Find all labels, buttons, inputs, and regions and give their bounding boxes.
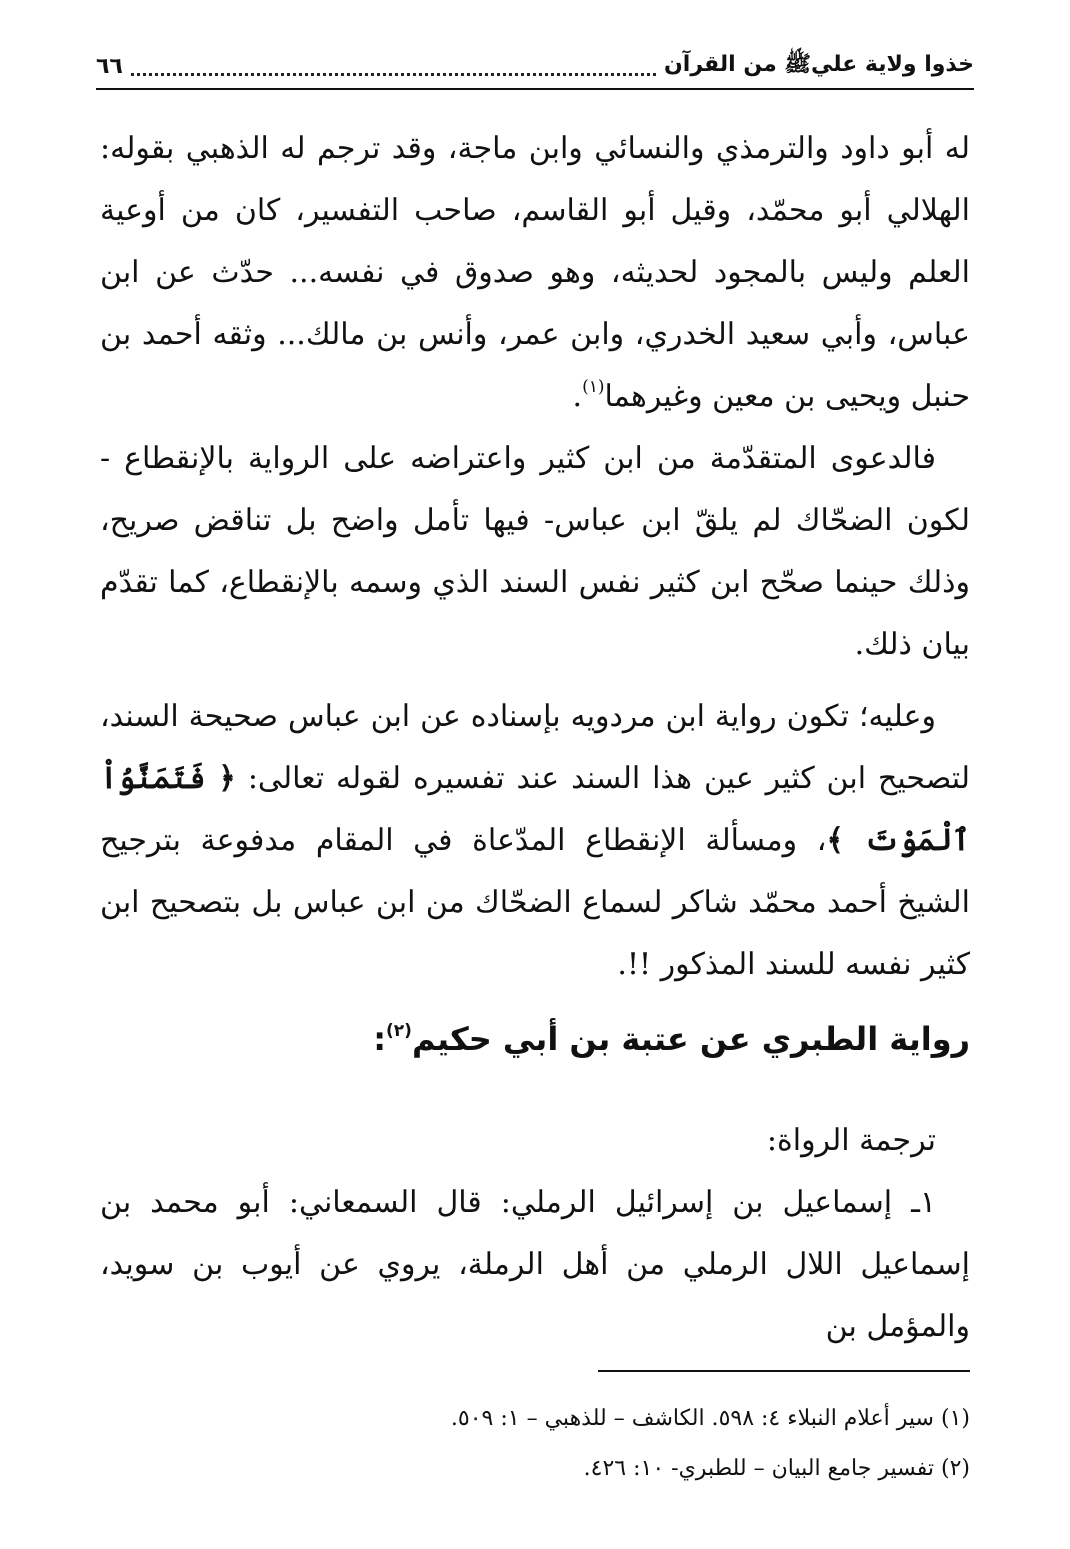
- paragraph-1-end: .: [572, 379, 583, 414]
- footnotes: [100, 1394, 970, 1494]
- section-heading-colon: :: [373, 1020, 386, 1058]
- footnote-ref-1: (١): [582, 377, 605, 397]
- footnote-2: (٢) تفسير جامع البيان – للطبري- ١٠: ٤٢٦.: [583, 1456, 970, 1481]
- footnote-rule: [598, 1370, 970, 1372]
- header-rule: [96, 88, 974, 90]
- body-text: [100, 118, 970, 1358]
- page-number: ٦٦: [96, 53, 123, 79]
- paragraph-3-text-a: وعليه؛ تكون رواية ابن مردويه بإسناده عن ابن عباس صحيحة السند، لتصحيح ابن كثير عين هذا السند عند تفسيره لقوله تعالى:: [100, 699, 970, 796]
- section-heading: [100, 1002, 970, 1076]
- paragraph-3: [100, 686, 970, 996]
- running-header: [96, 46, 974, 86]
- running-title: خذوا ولاية علي‏ﷺ من القرآن: [664, 52, 974, 77]
- paragraph-3-text-b: ، ومسألة الإنقطاع المدّعاة في المقام مدفوعة بترجيح الشيخ أحمد محمّد شاكر لسماع الضحّاك من ابن عباس بل بتصحيح ابن كثير نفسه للسند المذكور !!.: [100, 823, 970, 982]
- quran-quote: ﴿ فَتَمَنَّوُاْ ٱلْمَوْتَ ﴾: [100, 761, 970, 858]
- paragraph-4: ١ـ إسماعيل بن إسرائيل الرملي: قال السمعاني: أبو محمد بن إسماعيل اللال الرملي من أهل الرملة، يروي عن أيوب بن سويد، والمؤمل بن: [100, 1185, 970, 1344]
- footnote-ref-2: (٢): [386, 1021, 412, 1041]
- narrators-subheading: ترجمة الرواة:: [766, 1123, 936, 1158]
- section-heading-text: رواية الطبري عن عتبة بن أبي حكيم: [411, 1020, 970, 1058]
- paragraph-2: فالدعوى المتقدّمة من ابن كثير واعتراضه على الرواية بالإنقطاع - لكون الضحّاك لم يلقّ ابن عباس- فيها تأمل واضح بل تناقض صريح، وذلك حينما صحّح ابن كثير نفس السند الذي وسمه بالإنقطاع، كما تقدّم بيان ذلك.: [100, 441, 970, 662]
- dot-leader: [131, 73, 656, 76]
- footnote-1: (١) سير أعلام النبلاء ٤: ٥٩٨. الكاشف – للذهبي – ١: ٥٠٩.: [450, 1406, 970, 1431]
- paragraph-1-text: له أبو داود والترمذي والنسائي وابن ماجة، وقد ترجم له الذهبي بقوله: الهلالي أبو محمّد، وقيل أبو القاسم، صاحب التفسير، كان من أوعية العلم وليس بالمجود لحديثه، وهو صدوق في نفسه... حدّث عن ابن عباس، وأبي سعيد الخدري، وابن عمر، وأنس بن مالك... وثقه أحمد بن حنبل ويحيى بن معين وغيرهما: [100, 131, 970, 414]
- paragraph-1: [100, 118, 970, 428]
